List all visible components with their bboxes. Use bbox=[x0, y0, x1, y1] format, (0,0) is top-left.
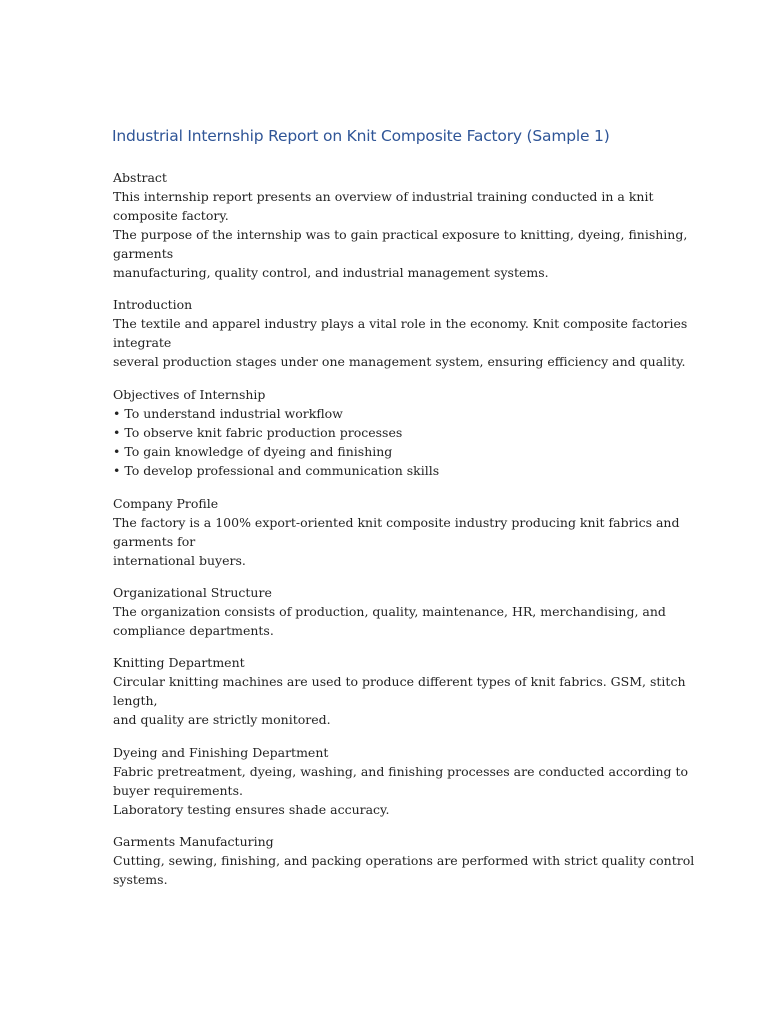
list-item: • To observe knit fabric production processes bbox=[113, 425, 403, 440]
paragraph-line: composite factory. bbox=[113, 208, 229, 223]
section-heading: Organizational Structure bbox=[113, 585, 272, 600]
paragraph-line: international buyers. bbox=[113, 553, 246, 568]
section-heading: Objectives of Internship bbox=[113, 387, 266, 402]
paragraph-line: buyer requirements. bbox=[113, 783, 243, 798]
paragraph-line: Laboratory testing ensures shade accuracy. bbox=[113, 802, 390, 817]
paragraph-line: Circular knitting machines are used to produce different types of knit fabrics. GSM, stitch bbox=[113, 674, 686, 689]
paragraph-line: length, bbox=[113, 693, 158, 708]
list-item: • To develop professional and communication skills bbox=[113, 463, 440, 478]
section-garments-manufacturing bbox=[113, 832, 695, 889]
paragraph-line: and quality are strictly monitored. bbox=[113, 712, 331, 727]
section-heading: Garments Manufacturing bbox=[113, 834, 274, 849]
section-objectives bbox=[113, 385, 673, 480]
section-heading: Abstract bbox=[113, 170, 167, 185]
paragraph-line: garments bbox=[113, 246, 174, 261]
paragraph-line: systems. bbox=[113, 872, 168, 887]
section-introduction bbox=[113, 295, 688, 371]
paragraph-line: The organization consists of production, quality, maintenance, HR, merchandising, and bbox=[113, 604, 666, 619]
list-item: • To understand industrial workflow bbox=[113, 406, 343, 421]
section-abstract bbox=[113, 168, 688, 282]
paragraph-line: The factory is a 100% export-oriented knit composite industry producing knit fabrics and bbox=[113, 515, 680, 530]
section-organizational-structure bbox=[113, 583, 673, 640]
section-company-profile bbox=[113, 494, 680, 570]
section-heading: Introduction bbox=[113, 297, 193, 312]
paragraph-line: several production stages under one management system, ensuring efficiency and quality. bbox=[113, 354, 686, 369]
section-heading: Knitting Department bbox=[113, 655, 245, 670]
paragraph-line: compliance departments. bbox=[113, 623, 274, 638]
paragraph-line: integrate bbox=[113, 335, 172, 350]
paragraph-line: garments for bbox=[113, 534, 196, 549]
section-knitting-department bbox=[113, 653, 686, 729]
paragraph-line: This internship report presents an overview of industrial training conducted in a knit bbox=[113, 189, 654, 204]
paragraph-line: The textile and apparel industry plays a vital role in the economy. Knit composite factories bbox=[113, 316, 688, 331]
list-item: • To gain knowledge of dyeing and finishing bbox=[113, 444, 393, 459]
paragraph-line: Cutting, sewing, finishing, and packing operations are performed with strict quality control bbox=[113, 853, 695, 868]
section-dyeing-finishing bbox=[113, 743, 689, 819]
document-title: Industrial Internship Report on Knit Composite Factory (Sample 1) bbox=[112, 127, 610, 145]
paragraph-line: manufacturing, quality control, and industrial management systems. bbox=[113, 265, 549, 280]
section-heading: Company Profile bbox=[113, 496, 219, 511]
paragraph-line: The purpose of the internship was to gain practical exposure to knitting, dyeing, finishing, bbox=[113, 227, 688, 242]
paragraph-line: Fabric pretreatment, dyeing, washing, and finishing processes are conducted according to bbox=[113, 764, 689, 779]
section-heading: Dyeing and Finishing Department bbox=[113, 745, 329, 760]
